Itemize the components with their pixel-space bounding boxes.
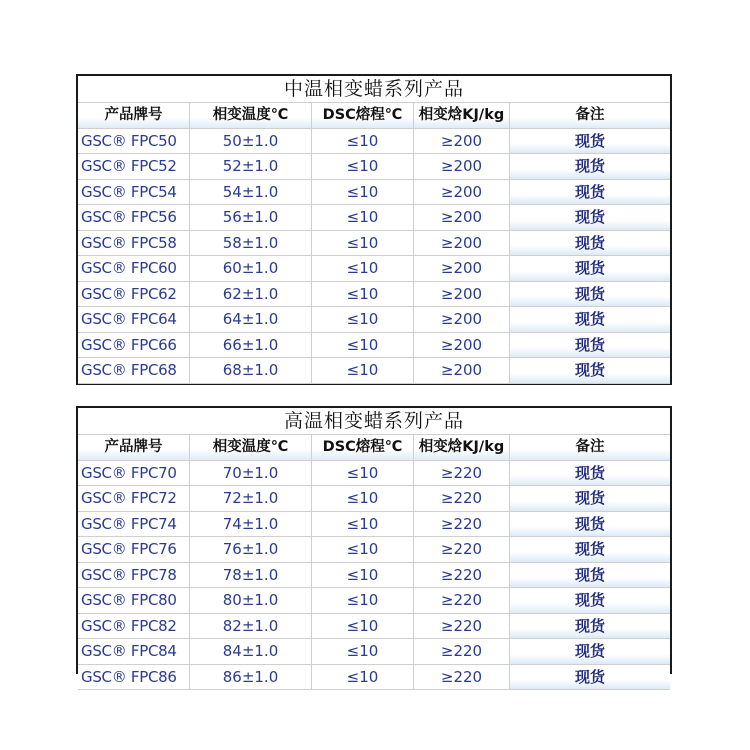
- cell-enthalpy: ≥200: [414, 231, 510, 257]
- cell-grade: GSC® FPC68: [78, 358, 190, 384]
- cell-enthalpy: ≥220: [414, 537, 510, 563]
- table-row: [78, 639, 670, 665]
- cell-grade: GSC® FPC76: [78, 537, 190, 563]
- cell-dsc-melt-range: ≤10: [312, 231, 414, 257]
- cell-transition-temp: 78±1.0: [190, 563, 312, 589]
- cell-grade: GSC® FPC78: [78, 563, 190, 589]
- cell-transition-temp: 62±1.0: [190, 282, 312, 308]
- cell-enthalpy: ≥220: [414, 614, 510, 640]
- table-row: [78, 486, 670, 512]
- cell-enthalpy: ≥220: [414, 461, 510, 487]
- cell-enthalpy: ≥200: [414, 358, 510, 384]
- table-row: [78, 282, 670, 308]
- table-row: [78, 665, 670, 691]
- cell-remark: 现货: [510, 486, 670, 512]
- cell-transition-temp: 70±1.0: [190, 461, 312, 487]
- cell-transition-temp: 80±1.0: [190, 588, 312, 614]
- cell-remark: 现货: [510, 614, 670, 640]
- table-row: [78, 563, 670, 589]
- table-row: [78, 307, 670, 333]
- cell-dsc-melt-range: ≤10: [312, 282, 414, 308]
- column-header-remark: 备注: [510, 435, 670, 461]
- column-header-grade: 产品牌号: [78, 435, 190, 461]
- cell-remark: 现货: [510, 180, 670, 206]
- table-row: [78, 461, 670, 487]
- cell-dsc-melt-range: ≤10: [312, 614, 414, 640]
- cell-enthalpy: ≥200: [414, 180, 510, 206]
- cell-remark: 现货: [510, 231, 670, 257]
- table-row: [78, 129, 670, 155]
- cell-dsc-melt-range: ≤10: [312, 486, 414, 512]
- table-row: [78, 231, 670, 257]
- cell-enthalpy: ≥200: [414, 256, 510, 282]
- cell-transition-temp: 54±1.0: [190, 180, 312, 206]
- cell-grade: GSC® FPC50: [78, 129, 190, 155]
- cell-transition-temp: 60±1.0: [190, 256, 312, 282]
- cell-dsc-melt-range: ≤10: [312, 205, 414, 231]
- cell-grade: GSC® FPC62: [78, 282, 190, 308]
- cell-dsc-melt-range: ≤10: [312, 665, 414, 691]
- cell-grade: GSC® FPC72: [78, 486, 190, 512]
- cell-enthalpy: ≥200: [414, 205, 510, 231]
- cell-enthalpy: ≥220: [414, 486, 510, 512]
- cell-grade: GSC® FPC80: [78, 588, 190, 614]
- cell-remark: 现货: [510, 588, 670, 614]
- cell-transition-temp: 66±1.0: [190, 333, 312, 359]
- cell-enthalpy: ≥200: [414, 129, 510, 155]
- cell-remark: 现货: [510, 282, 670, 308]
- cell-grade: GSC® FPC58: [78, 231, 190, 257]
- column-header-transition-temp: 相变温度℃: [190, 103, 312, 129]
- cell-enthalpy: ≥220: [414, 588, 510, 614]
- cell-transition-temp: 68±1.0: [190, 358, 312, 384]
- cell-transition-temp: 72±1.0: [190, 486, 312, 512]
- cell-dsc-melt-range: ≤10: [312, 461, 414, 487]
- cell-grade: GSC® FPC60: [78, 256, 190, 282]
- table-row: [78, 614, 670, 640]
- cell-remark: 现货: [510, 461, 670, 487]
- cell-dsc-melt-range: ≤10: [312, 129, 414, 155]
- cell-grade: GSC® FPC74: [78, 512, 190, 538]
- cell-remark: 现货: [510, 512, 670, 538]
- cell-transition-temp: 82±1.0: [190, 614, 312, 640]
- cell-grade: GSC® FPC84: [78, 639, 190, 665]
- cell-grade: GSC® FPC54: [78, 180, 190, 206]
- cell-grade: GSC® FPC82: [78, 614, 190, 640]
- cell-remark: 现货: [510, 256, 670, 282]
- cell-remark: 现货: [510, 154, 670, 180]
- high-temp-wax-table: [76, 406, 672, 686]
- cell-transition-temp: 58±1.0: [190, 231, 312, 257]
- cell-dsc-melt-range: ≤10: [312, 333, 414, 359]
- column-header-enthalpy: 相变焓KJ/kg: [414, 103, 510, 129]
- table-header-row: [78, 435, 670, 461]
- cell-dsc-melt-range: ≤10: [312, 537, 414, 563]
- table-row: [78, 205, 670, 231]
- cell-grade: GSC® FPC70: [78, 461, 190, 487]
- cell-transition-temp: 56±1.0: [190, 205, 312, 231]
- table-row: [78, 154, 670, 180]
- cell-dsc-melt-range: ≤10: [312, 358, 414, 384]
- column-header-remark: 备注: [510, 103, 670, 129]
- table-row: [78, 512, 670, 538]
- cell-remark: 现货: [510, 537, 670, 563]
- medium-temp-wax-table: [76, 74, 672, 385]
- cell-grade: GSC® FPC86: [78, 665, 190, 691]
- cell-transition-temp: 52±1.0: [190, 154, 312, 180]
- table-body: [78, 461, 670, 691]
- table-row: [78, 537, 670, 563]
- cell-enthalpy: ≥200: [414, 333, 510, 359]
- cell-enthalpy: ≥220: [414, 665, 510, 691]
- column-header-enthalpy: 相变焓KJ/kg: [414, 435, 510, 461]
- table-row: [78, 333, 670, 359]
- cell-dsc-melt-range: ≤10: [312, 256, 414, 282]
- cell-remark: 现货: [510, 639, 670, 665]
- cell-dsc-melt-range: ≤10: [312, 639, 414, 665]
- column-header-dsc-melt-range: DSC熔程℃: [312, 435, 414, 461]
- cell-grade: GSC® FPC66: [78, 333, 190, 359]
- cell-transition-temp: 74±1.0: [190, 512, 312, 538]
- cell-dsc-melt-range: ≤10: [312, 512, 414, 538]
- column-header-dsc-melt-range: DSC熔程℃: [312, 103, 414, 129]
- cell-remark: 现货: [510, 358, 670, 384]
- table-row: [78, 588, 670, 614]
- table-title: 中温相变蜡系列产品: [78, 76, 670, 103]
- cell-dsc-melt-range: ≤10: [312, 588, 414, 614]
- cell-transition-temp: 76±1.0: [190, 537, 312, 563]
- cell-remark: 现货: [510, 665, 670, 691]
- cell-grade: GSC® FPC52: [78, 154, 190, 180]
- cell-enthalpy: ≥200: [414, 154, 510, 180]
- cell-enthalpy: ≥220: [414, 512, 510, 538]
- table-header-row: [78, 103, 670, 129]
- cell-dsc-melt-range: ≤10: [312, 307, 414, 333]
- cell-dsc-melt-range: ≤10: [312, 154, 414, 180]
- cell-enthalpy: ≥200: [414, 282, 510, 308]
- cell-transition-temp: 50±1.0: [190, 129, 312, 155]
- table-body: [78, 129, 670, 384]
- table-title: 高温相变蜡系列产品: [78, 408, 670, 435]
- cell-grade: GSC® FPC64: [78, 307, 190, 333]
- column-header-transition-temp: 相变温度℃: [190, 435, 312, 461]
- cell-remark: 现货: [510, 333, 670, 359]
- cell-transition-temp: 64±1.0: [190, 307, 312, 333]
- table-row: [78, 358, 670, 384]
- cell-remark: 现货: [510, 129, 670, 155]
- cell-dsc-melt-range: ≤10: [312, 563, 414, 589]
- cell-grade: GSC® FPC56: [78, 205, 190, 231]
- cell-remark: 现货: [510, 563, 670, 589]
- cell-enthalpy: ≥200: [414, 307, 510, 333]
- cell-transition-temp: 86±1.0: [190, 665, 312, 691]
- cell-remark: 现货: [510, 307, 670, 333]
- table-row: [78, 256, 670, 282]
- cell-enthalpy: ≥220: [414, 563, 510, 589]
- cell-dsc-melt-range: ≤10: [312, 180, 414, 206]
- cell-transition-temp: 84±1.0: [190, 639, 312, 665]
- table-row: [78, 180, 670, 206]
- column-header-grade: 产品牌号: [78, 103, 190, 129]
- cell-enthalpy: ≥220: [414, 639, 510, 665]
- cell-remark: 现货: [510, 205, 670, 231]
